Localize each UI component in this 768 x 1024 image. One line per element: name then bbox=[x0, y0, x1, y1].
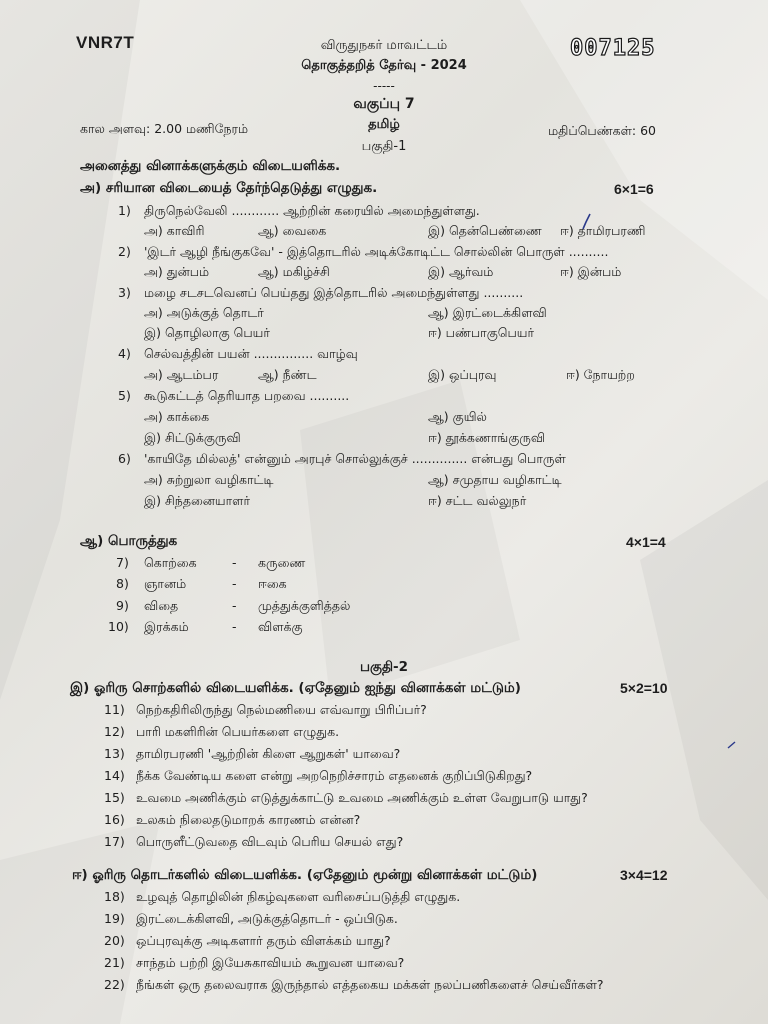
district-title: விருதுநகர் மாவட்டம் bbox=[320, 38, 448, 53]
class-label: வகுப்பு 7 bbox=[353, 96, 415, 112]
question-number: 17) bbox=[104, 834, 125, 849]
match-left: விதை bbox=[144, 598, 179, 613]
exam-title: தொகுத்தறித் தேர்வு - 2024 bbox=[301, 58, 467, 73]
question-text: 'இடர் ஆழி நீங்குகவே' - இத்தொடரில் அடிக்கோடிட்ட சொல்லின் பொருள் .......... bbox=[144, 244, 609, 259]
question-number: 15) bbox=[104, 790, 125, 805]
question-number: 7) bbox=[116, 555, 129, 570]
question-number: 19) bbox=[104, 911, 125, 926]
question-text: பாரி மகளிரின் பெயர்களை எழுதுக. bbox=[136, 724, 340, 739]
question-text: இரட்டைக்கிளவி, அடுக்குத்தொடர் - ஒப்பிடுக. bbox=[136, 911, 398, 926]
option-b: ஆ) குயில் bbox=[428, 409, 487, 424]
option-c: இ) ஆர்வம் bbox=[428, 264, 494, 279]
option-b: ஆ) வைகை bbox=[258, 223, 327, 238]
option-b: ஆ) இரட்டைக்கிளவி bbox=[428, 305, 547, 320]
question-number: 1) bbox=[118, 203, 131, 218]
section-c-score: 5×2=10 bbox=[620, 680, 668, 696]
match-left: ஞானம் bbox=[144, 576, 187, 591]
question-text: திருநெல்வேலி ............ ஆற்றின் கரையில் அமைந்துள்ளது. bbox=[144, 203, 480, 218]
paper-code: VNR7T bbox=[76, 33, 135, 52]
section-a-heading: அ) சரியான விடையைத் தேர்ந்தெடுத்து எழுதுக. bbox=[80, 180, 378, 196]
match-right: விளக்கு bbox=[258, 619, 303, 634]
option-c: இ) தொழிலாகு பெயர் bbox=[144, 325, 270, 340]
question-number: 2) bbox=[118, 244, 131, 259]
question-number: 16) bbox=[104, 812, 125, 827]
question-number: 8) bbox=[116, 576, 129, 591]
question-text: உலகம் நிலைதடுமாறக் காரணம் என்ன? bbox=[136, 812, 361, 827]
option-a: அ) காவிரி bbox=[144, 223, 205, 238]
question-number: 21) bbox=[104, 955, 125, 970]
question-text: செல்வத்தின் பயன் ............... வாழ்வு bbox=[144, 346, 358, 361]
part2-title: பகுதி-2 bbox=[359, 659, 409, 675]
question-number: 20) bbox=[104, 933, 125, 948]
option-d: ஈ) தூக்கணாங்குருவி bbox=[428, 430, 546, 445]
section-d-score: 3×4=12 bbox=[620, 867, 668, 883]
question-text: உழவுத் தொழிலின் நிகழ்வுகளை வரிசைப்படுத்தி எழுதுக. bbox=[136, 889, 461, 904]
match-right: முத்துக்குளித்தல் bbox=[258, 598, 351, 613]
question-text: உவமை அணிக்கும் எடுத்துக்காட்டு உவமை அணிக்கும் உள்ள வேறுபாடு யாது? bbox=[136, 790, 588, 805]
question-number: 13) bbox=[104, 746, 125, 761]
match-dash: - bbox=[232, 598, 237, 613]
pen-tick-mark bbox=[728, 742, 735, 748]
option-a: அ) சுற்றுலா வழிகாட்டி bbox=[144, 472, 274, 487]
question-text: ஒப்புரவுக்கு அடிகளார் தரும் விளக்கம் யாது? bbox=[136, 933, 391, 948]
option-d: ஈ) சட்ட வல்லுநர் bbox=[428, 493, 527, 508]
option-b: ஆ) மகிழ்ச்சி bbox=[258, 264, 330, 279]
option-d: ஈ) நோயற்ற bbox=[566, 367, 635, 382]
question-text: நீக்க வேண்டிய களை என்று அறநெறிச்சாரம் எதனைக் குறிப்பிடுகிறது? bbox=[136, 768, 533, 783]
match-dash: - bbox=[232, 619, 237, 634]
title-separator: ----- bbox=[373, 79, 395, 93]
option-d: ஈ) இன்பம் bbox=[560, 264, 622, 279]
question-number: 5) bbox=[118, 388, 131, 403]
section-b-score: 4×1=4 bbox=[626, 534, 666, 550]
question-number: 6) bbox=[118, 451, 131, 466]
question-number: 12) bbox=[104, 724, 125, 739]
total-marks-label: மதிப்பெண்கள்: 60 bbox=[548, 123, 656, 138]
question-text: தாமிரபரணி 'ஆற்றின் கிளை ஆறுகள்' யாவை? bbox=[136, 746, 401, 761]
question-text: சாந்தம் பற்றி இயேசுகாவியம் கூறுவன யாவை? bbox=[136, 955, 405, 970]
question-number: 11) bbox=[104, 702, 125, 717]
option-a: அ) ஆடம்பர bbox=[144, 367, 219, 382]
option-c: இ) தென்பெண்ணை bbox=[428, 223, 542, 238]
option-a: அ) அடுக்குத் தொடர் bbox=[144, 305, 264, 320]
question-number: 4) bbox=[118, 346, 131, 361]
match-dash: - bbox=[232, 555, 237, 570]
duration-label: கால அளவு: 2.00 மணிநேரம் bbox=[80, 121, 249, 136]
question-text: நெற்கதிரிலிருந்து நெல்மணியை எவ்வாறு பிரிப்பர்? bbox=[136, 702, 427, 717]
serial-number: 007125 bbox=[570, 36, 656, 61]
question-text: நீங்கள் ஒரு தலைவராக இருந்தால் எத்தகைய மக்கள் நலப்பணிகளைச் செய்வீர்கள்? bbox=[136, 977, 604, 992]
match-right: கருணை bbox=[258, 555, 306, 570]
question-number: 3) bbox=[118, 285, 131, 300]
question-number: 18) bbox=[104, 889, 125, 904]
section-c-heading: இ) ஓரிரு சொற்களில் விடையளிக்க. (ஏதேனும் ஐந்து வினாக்கள் மட்டும்) bbox=[70, 680, 521, 696]
question-number: 9) bbox=[116, 598, 129, 613]
option-b: ஆ) சமுதாய வழிகாட்டி bbox=[428, 472, 562, 487]
match-left: கொற்கை bbox=[144, 555, 197, 570]
question-text: பொருளீட்டுவதை விடவும் பெரிய செயல் எது? bbox=[136, 834, 404, 849]
section-a-score: 6×1=6 bbox=[614, 181, 654, 197]
part1-title: பகுதி-1 bbox=[361, 139, 407, 154]
match-right: ஈகை bbox=[258, 576, 287, 591]
option-d: ஈ) தாமிரபரணி bbox=[560, 223, 646, 238]
question-text: 'காயிதே மில்லத்' என்னும் அரபுச் சொல்லுக்குச் .............. என்பது பொருள் bbox=[144, 451, 566, 466]
part1-instruction: அனைத்து வினாக்களுக்கும் விடையளிக்க. bbox=[80, 158, 341, 174]
question-number: 14) bbox=[104, 768, 125, 783]
question-text: மழை சடசடவெனப் பெய்தது இத்தொடரில் அமைந்துள்ளது .......... bbox=[144, 285, 524, 300]
question-number: 10) bbox=[108, 619, 129, 634]
option-c: இ) ஒப்புரவு bbox=[428, 367, 497, 382]
option-c: இ) சிந்தனையாளர் bbox=[144, 493, 250, 508]
option-b: ஆ) நீண்ட bbox=[258, 367, 317, 382]
section-b-heading: ஆ) பொருத்துக bbox=[80, 533, 178, 549]
option-c: இ) சிட்டுக்குருவி bbox=[144, 430, 241, 445]
section-d-heading: ஈ) ஓரிரு தொடர்களில் விடையளிக்க. (ஏதேனும் மூன்று வினாக்கள் மட்டும்) bbox=[72, 867, 538, 883]
match-left: இரக்கம் bbox=[144, 619, 189, 634]
option-a: அ) காக்கை bbox=[144, 409, 210, 424]
subject-label: தமிழ் bbox=[368, 117, 400, 132]
match-dash: - bbox=[232, 576, 237, 591]
question-number: 22) bbox=[104, 977, 125, 992]
question-text: கூடுகட்டத் தெரியாத பறவை .......... bbox=[144, 388, 350, 403]
option-d: ஈ) பண்பாகுபெயர் bbox=[428, 325, 535, 340]
option-a: அ) துன்பம் bbox=[144, 264, 210, 279]
